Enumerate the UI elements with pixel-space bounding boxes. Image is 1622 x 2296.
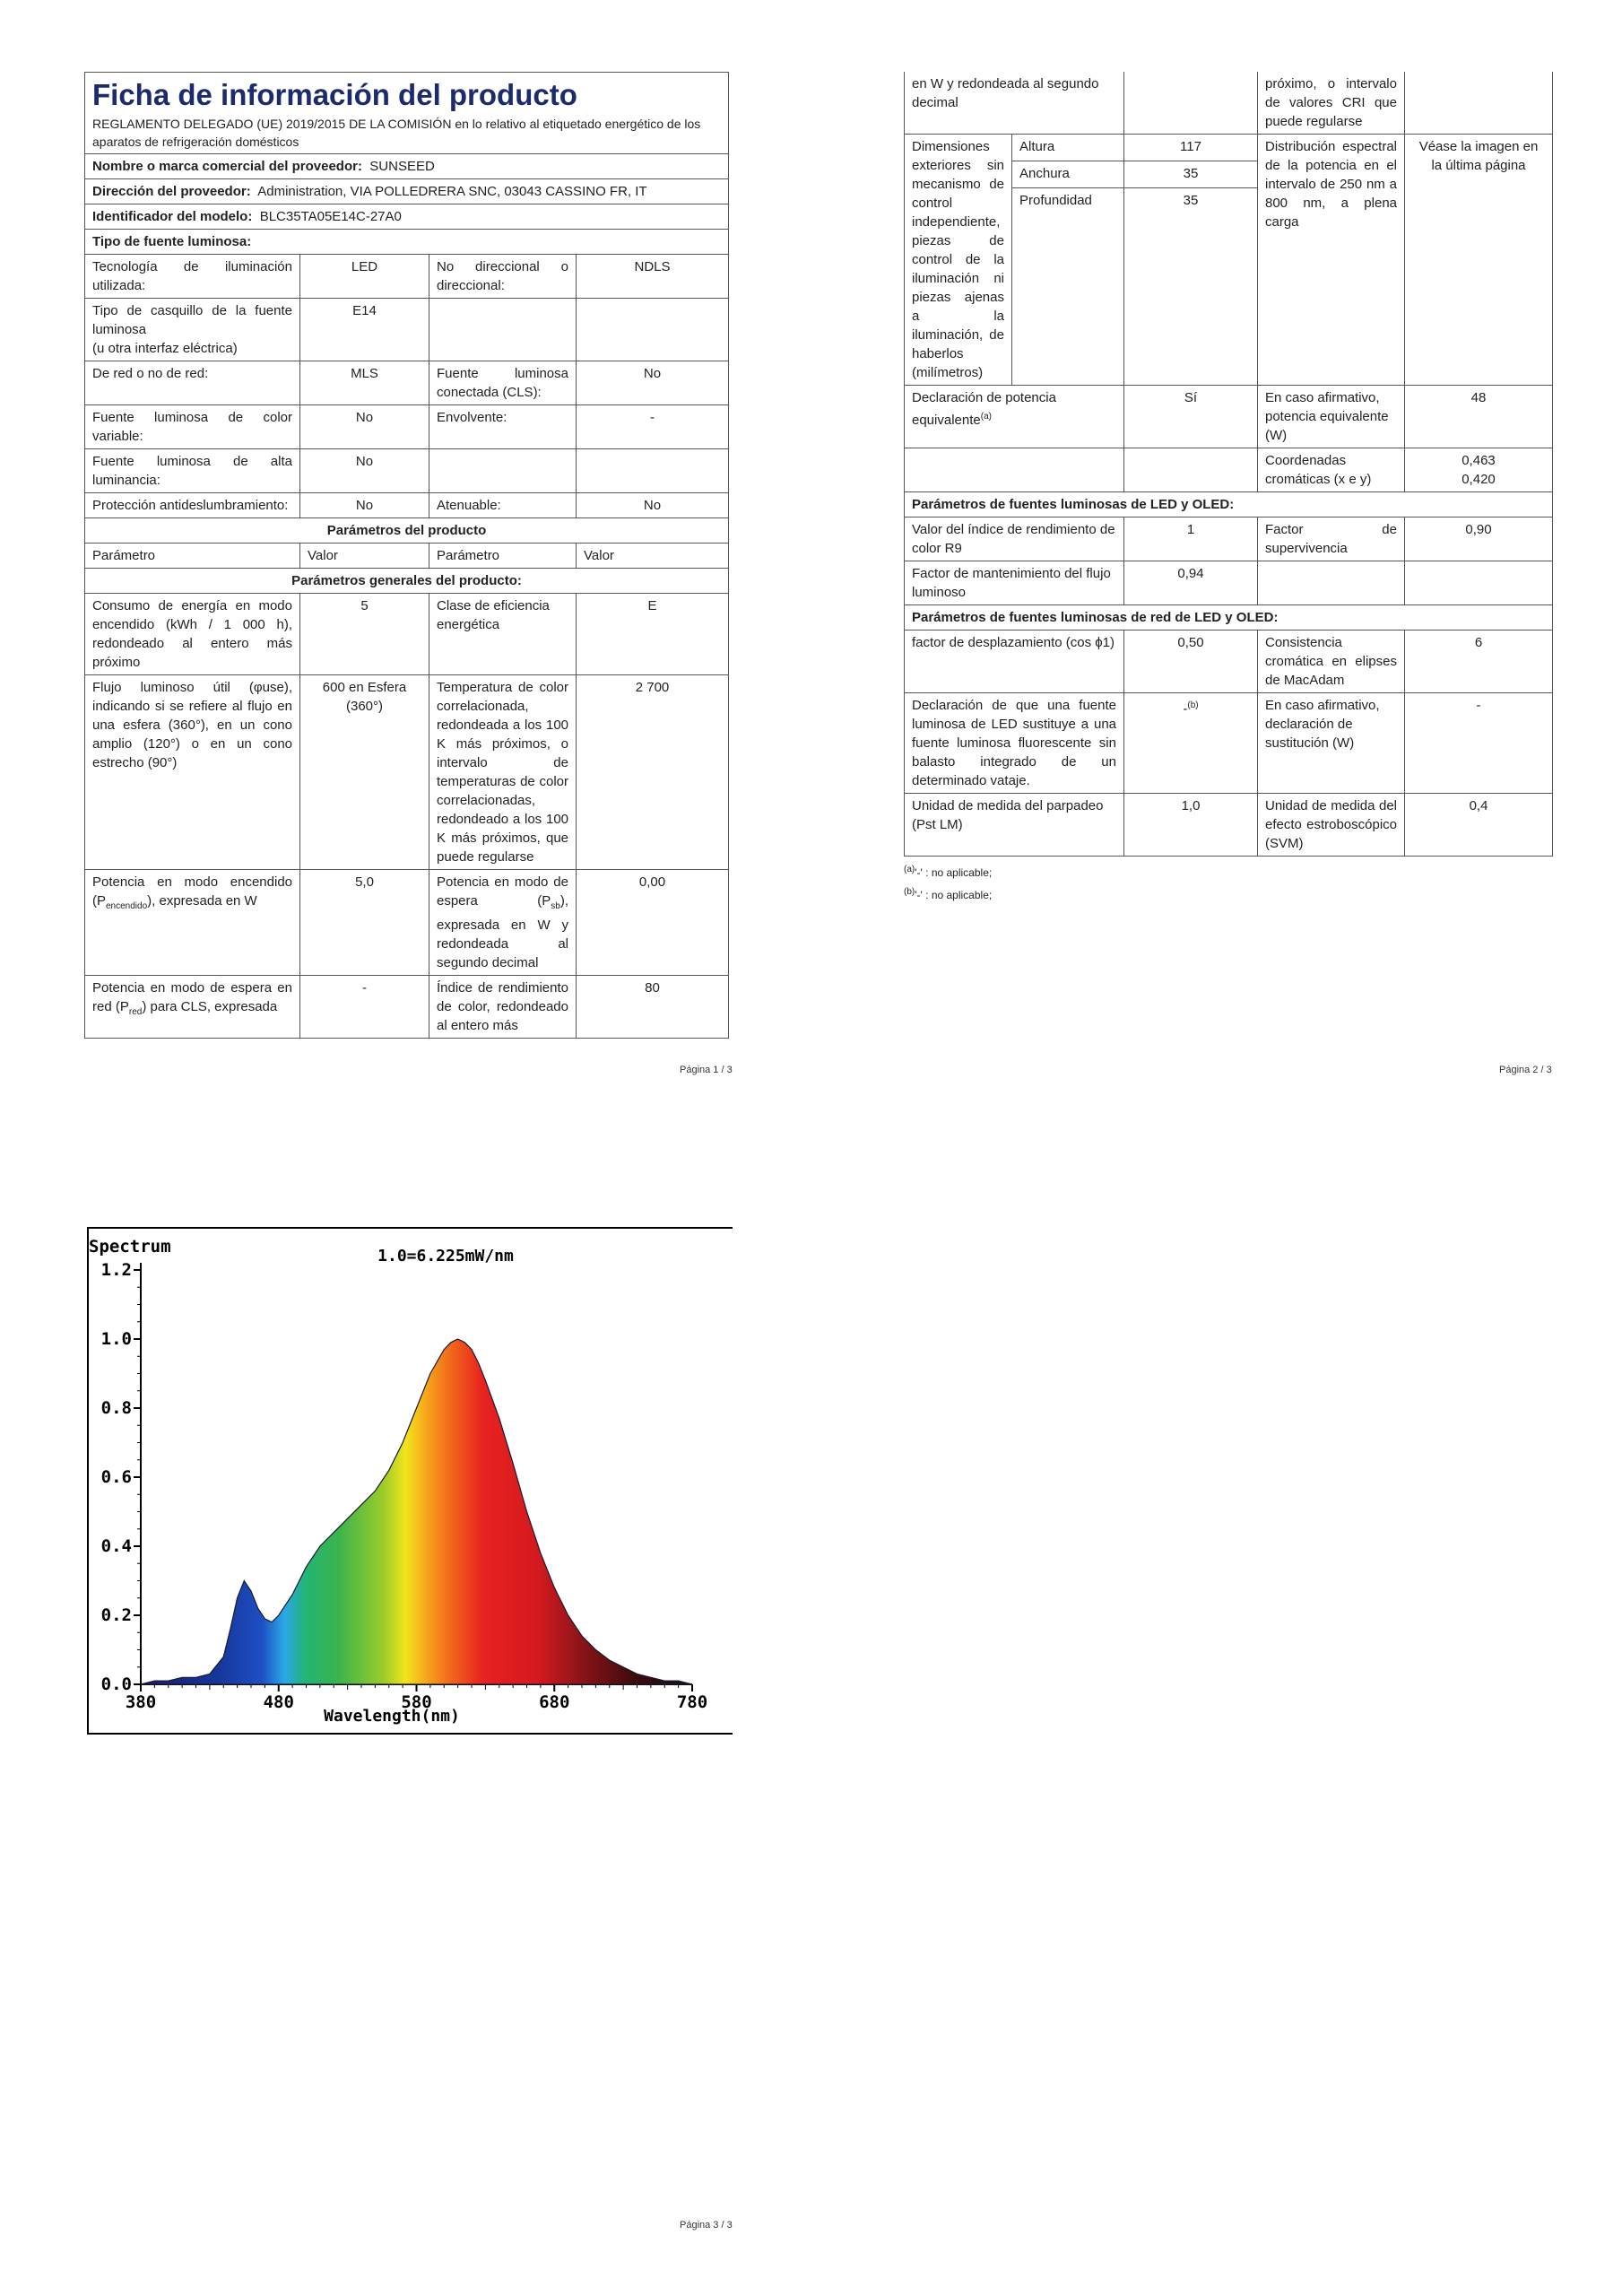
regulation-text: REGLAMENTO DELEGADO (UE) 2019/2015 DE LA COMISIÓN en lo relativo al etiquetado energético de los aparatos de refrigeración domésticos [92, 117, 701, 149]
table-row: Fuente luminosa de alta luminancia: No [85, 449, 729, 493]
table-row: Dimensiones exteriores sin mecanismo de control independiente, piezas de control de la iluminación ni piezas ajenas a la iluminación, de haberlos (milímetros) Altura 117 Distribución espectral de la potencia en el intervalo de 250 nm a 800 nm, a plena carga Véase la imagen en la última página [905, 135, 1553, 161]
supplier-address-label: Dirección del proveedor: [92, 184, 251, 199]
y-tick-label: 0.6 [100, 1467, 132, 1487]
table-row: Tipo de casquillo de la fuente luminosa (u otra interfaz eléctrica) E14 [85, 299, 729, 361]
y-tick-label: 0.0 [100, 1674, 132, 1694]
table-row: Tecnología de iluminación utilizada: LED No direccional o direccional: NDLS [85, 255, 729, 299]
y-tick-label: 0.4 [100, 1536, 132, 1556]
x-tick-label: 580 [401, 1692, 432, 1712]
footnote-b: $^{(b)}$'-' : no aplicable; [904, 887, 993, 901]
y-tick-label: 0.2 [100, 1605, 132, 1625]
table-row: De red o no de red: MLS Fuente luminosa conectada (CLS): No [85, 361, 729, 405]
table-row: Flujo luminoso útil (φuse), indicando si se refiere al flujo en una esfera (360°), en un cono amplio (120°) o en un cono estrecho (90°) 600 en Esfera (360°) Temperatura de color correlacionada, redondeada a los 100 K más próximos, o intervalo de temperaturas de color correlacionadas, redondeado a los 100 K más próximos, que puede regularse 2 700 [85, 675, 729, 870]
y-tick-label: 1.2 [100, 1260, 132, 1280]
model-id: BLC35TA05E14C-27A0 [259, 209, 402, 224]
footnote-a: $^{(a)}$'-' : no aplicable; [904, 865, 993, 879]
table-row: en W y redondeada al segundo decimal próximo, o intervalo de valores CRI que puede regularse [905, 72, 1553, 135]
chart-title: Spectrum [89, 1237, 171, 1257]
table-row: Valor del índice de rendimiento de color R9 1 Factor de supervivencia 0,90 [905, 517, 1553, 561]
supplier-name: SUNSEED [369, 159, 435, 174]
general-params-heading: Parámetros generales del producto: [85, 569, 729, 594]
table-row: Fuente luminosa de color variable: No Envolvente: - [85, 405, 729, 449]
column-headers: Parámetro Valor Parámetro Valor [85, 544, 729, 569]
table-row: Consumo de energía en modo encendido (kWh / 1 000 h), redondeado al entero más próximo 5 Clase de eficiencia energética E [85, 594, 729, 675]
product-info-table-continued [904, 72, 1553, 857]
table-row: Potencia en modo encendido $(P_{encendido})$, expresada en W 5,0 Potencia en modo de espera $(P_{sb})$, expresada en W y redondeada al segundo decimal 0,00 [85, 870, 729, 976]
y-tick-label: 0.8 [100, 1398, 132, 1418]
spectrum-chart [87, 1227, 733, 1738]
table-row: Protección antideslumbramiento: No Atenuable: No [85, 493, 729, 518]
spectrum-area [141, 1339, 692, 1684]
page-number-2: Página 2 / 3 [1499, 1065, 1552, 1075]
x-tick-label: 680 [539, 1692, 570, 1712]
supplier-name-label: Nombre o marca comercial del proveedor: [92, 159, 362, 174]
x-axis-label: Wavelength(nm) [324, 1707, 460, 1726]
product-info-table [84, 72, 729, 1039]
model-label: Identificador del modelo: [92, 209, 253, 224]
x-tick-label: 380 [125, 1692, 157, 1712]
table-row: Factor de mantenimiento del flujo luminoso 0,94 [905, 561, 1553, 605]
page-number-1: Página 1 / 3 [680, 1065, 733, 1075]
led-params-heading: Parámetros de fuentes luminosas de LED y OLED: [905, 492, 1553, 517]
page-1 [84, 72, 728, 1039]
chart-subtitle: 1.0=6.225mW/nm [377, 1247, 514, 1265]
table-row: factor de desplazamiento (cos ϕ1) 0,50 Consistencia cromática en elipses de MacAdam 6 [905, 631, 1553, 693]
page-2 [904, 72, 1552, 905]
page-number-3: Página 3 / 3 [680, 2220, 733, 2231]
mains-params-heading: Parámetros de fuentes luminosas de red de LED y OLED: [905, 605, 1553, 631]
y-tick-label: 1.0 [100, 1329, 132, 1349]
table-row: Coordenadas cromáticas (x e y) 0,463 0,420 [905, 448, 1553, 492]
page-title: Ficha de información del producto [92, 78, 577, 111]
table-row: Anchura 35 [905, 161, 1553, 188]
table-row: Potencia en modo de espera en red $(P_{red})$ para CLS, expresada - Índice de rendimiento de color, redondeado al entero más 80 [85, 976, 729, 1039]
table-row: Unidad de medida del parpadeo (Pst LM) 1,0 Unidad de medida del efecto estroboscópico (SVM) 0,4 [905, 794, 1553, 857]
spectrum-figure [87, 1227, 733, 1738]
table-row: Declaración de potencia equivalente$^{(a)}$ Sí En caso afirmativo, potencia equivalente (W) 48 [905, 386, 1553, 448]
footnotes [904, 860, 1552, 905]
light-source-type-heading: Tipo de fuente luminosa: [85, 230, 729, 255]
product-params-heading: Parámetros del producto [85, 518, 729, 544]
table-row: Declaración de que una fuente luminosa de LED sustituye a una fuente luminosa fluorescente sin balasto integrado de un determinado vataje. -$^{(b)}$ En caso afirmativo, declaración de sustitución (W) - [905, 693, 1553, 794]
supplier-address: Administration, VIA POLLEDRERA SNC, 03043 CASSINO FR, IT [257, 184, 647, 199]
x-tick-label: 480 [263, 1692, 294, 1712]
x-tick-label: 780 [676, 1692, 708, 1712]
chart-plot [141, 1339, 692, 1684]
table-row: Profundidad 35 [905, 188, 1553, 386]
